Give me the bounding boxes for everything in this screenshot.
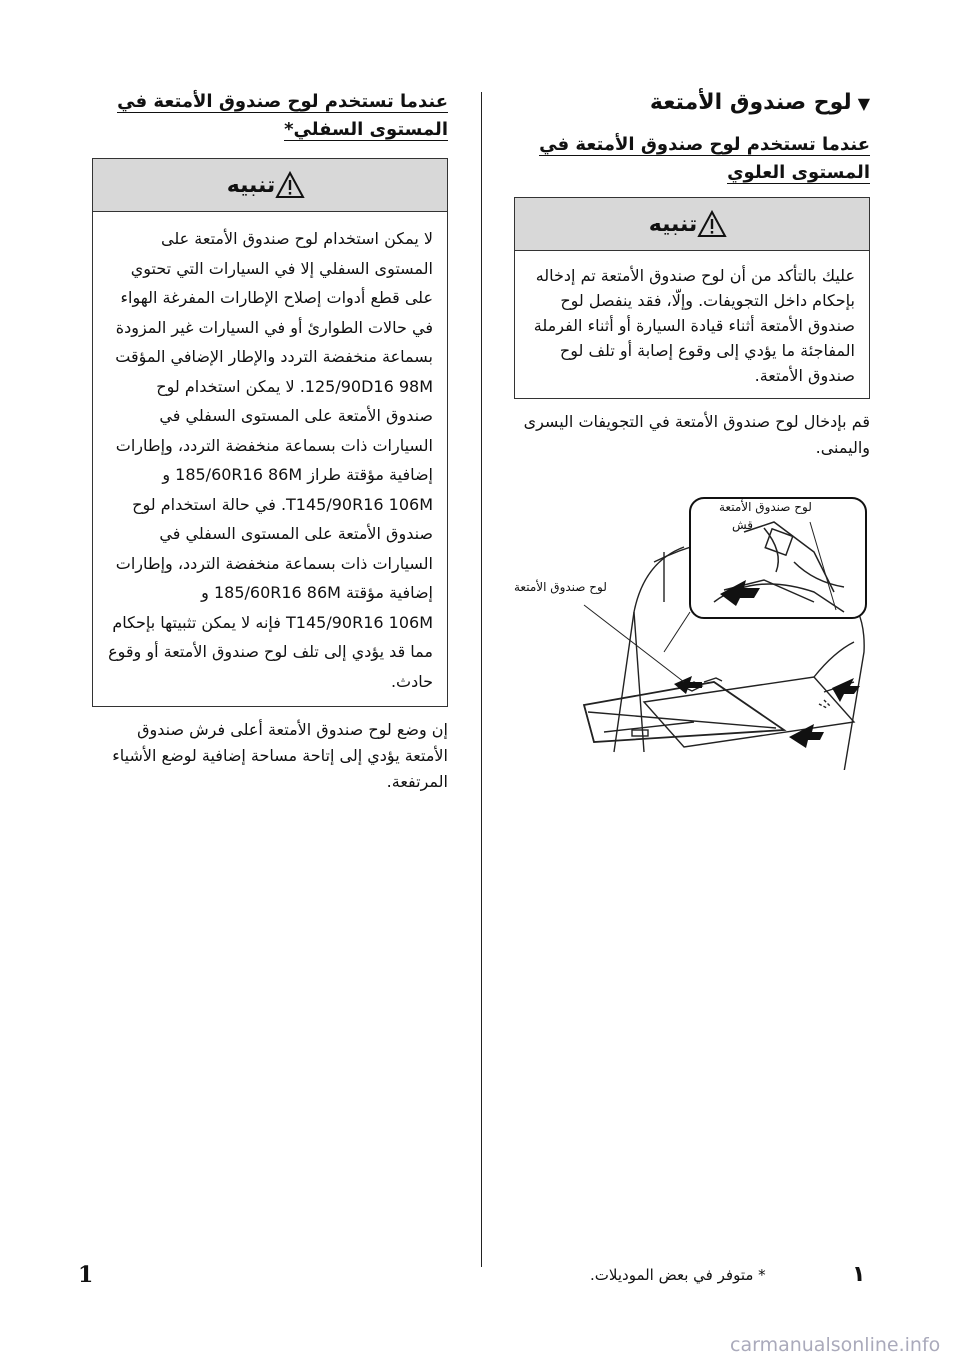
figure-label-cargo-shelf-top: لوح صندوق الأمتعة [719, 500, 812, 514]
section-title-text: لوح صندوق الأمتعة [649, 90, 852, 115]
footnote: * متوفر في بعض الموديلات. [590, 1266, 766, 1284]
lower-level-body-text: إن وضع لوح صندوق الأمتعة أعلى فرش صندوق الأمتعة يؤدي إلى إتاحة مساحة إضافية لوضع الأشياء المرتفعة. [112, 720, 448, 791]
instruction-text: قم بإدخال لوح صندوق الأمتعة في التجويفات اليسرى واليمنى. [523, 412, 870, 457]
column-divider [481, 92, 482, 1267]
figure-label-cargo-shelf-top-2: قش [732, 518, 754, 532]
subheading-text: عندما تستخدم لوح صندوق الأمتعة في المستوى العلوي [539, 134, 870, 183]
caution-box [92, 158, 448, 707]
caution-header [93, 159, 447, 212]
page-number-arabic: ١ [852, 1262, 866, 1287]
caution-text: لا يمكن استخدام لوح صندوق الأمتعة على المستوى السفلي إلا في السيارات التي تحتوي على قطع أدوات إصلاح الإطارات المفرغة الهواء في حالات الطوارئ أو في السيارات غير المزودة بسماعة منخفضة التردد والإطار الإضافي المؤقت 125/90D16 98M. لا يمكن استخدام لوح صندوق الأمتعة على المستوى السفلي في السيارات ذات بسماعة منخفضة التردد، وإطارات إضافية مؤقتة طراز 185/60R16 86M و T145/90R16 106M. في حالة استخدام لوح صندوق الأمتعة على المستوى السفلي في السيارات ذات بسماعة منخفضة التردد، وإطارات إضافية مؤقتة 185/60R16 86M و T145/90R16 106M فإنه لا يمكن تثبيتها بإحكام مما قد يؤدي إلى تلف لوح صندوق الأمتعة أو وقوع حادث. [108, 229, 433, 691]
page-number-latin: 1 [78, 1262, 94, 1288]
caution-title: تنبيه [226, 172, 276, 198]
right-column [514, 88, 870, 461]
triangle-bullet-icon: ▼ [857, 94, 870, 113]
warning-triangle-icon [697, 210, 727, 238]
watermark: carmanualsonline.info [730, 1334, 941, 1356]
caution-box [514, 197, 870, 399]
left-column [92, 88, 448, 795]
caution-header [515, 198, 869, 251]
cargo-area-drawing [514, 492, 870, 770]
figure-label-cargo-shelf-left: لوح صندوق الأمتعة [514, 580, 607, 594]
warning-triangle-icon [275, 171, 305, 199]
caution-title: تنبيه [648, 211, 698, 237]
section-title [514, 88, 870, 119]
cargo-shelf-illustration [514, 492, 870, 770]
subheading-lower-level [92, 88, 448, 144]
subheading-upper-level [514, 131, 870, 187]
caution-text: عليك بالتأكد من أن لوح صندوق الأمتعة تم إدخاله بإحكام داخل التجويفات. وإلّا، فقد ينفصل لوح صندوق الأمتعة أثناء قيادة السيارة أو أثناء الفرملة المفاجئة ما يؤدي إلى وقوع إصابة أو تلف لوح صندوق الأمتعة. [533, 266, 855, 385]
subheading-text: عندما تستخدم لوح صندوق الأمتعة في المستوى السفلي* [117, 91, 448, 140]
